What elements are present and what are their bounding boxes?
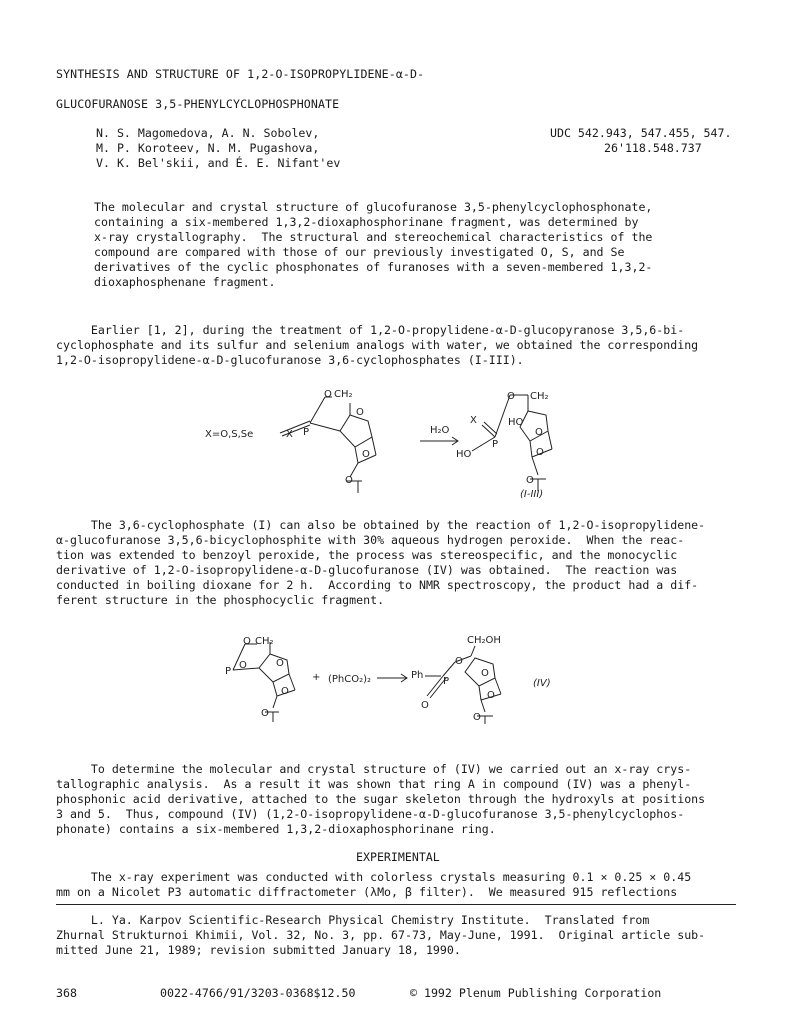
- authors-line-2: M. P. Koroteev, N. M. Pugashova,: [96, 141, 320, 155]
- footnote-line: mitted June 21, 1989; revision submitted January 18, 1990.: [56, 943, 461, 957]
- product-label-iv: (IV): [533, 678, 551, 689]
- paragraph-line: mm on a Nicolet P3 automatic diffractometer (λMo, β filter). We measured 915 reflections: [56, 885, 678, 899]
- udc-line-2: 26'118.548.737: [604, 141, 702, 155]
- abstract-line: dioxaphosphenane fragment.: [94, 275, 276, 289]
- ch2-label: CH₂: [530, 391, 549, 402]
- x-definition: X=O,S,Se: [205, 429, 254, 440]
- paragraph-line: 1,2-O-isopropylidene-α-D-glucofuranose 3,6-cyclophosphates (I-III).: [56, 353, 524, 367]
- paper-title-line-2: GLUCOFURANOSE 3,5-PHENYLCYCLOPHOSPHONATE: [56, 97, 340, 111]
- paragraph-line: phonate) contains a six-membered 1,3,2-dioxaphosphorinane ring.: [56, 822, 496, 836]
- product-label-i-iii: (I-III): [520, 489, 544, 500]
- paper-title-line-1: SYNTHESIS AND STRUCTURE OF 1,2-O-ISOPROPYLIDENE-α-D-: [56, 67, 425, 81]
- article-code: 0022-4766/91/3203-0368$12.50: [160, 986, 356, 1000]
- oxygen-label: O: [526, 475, 534, 486]
- reaction-scheme-1: [190, 385, 590, 500]
- paragraph-line: To determine the molecular and crystal structure of (IV) we carried out an x-ray crys-: [56, 762, 692, 776]
- paragraph-line: cyclophosphate and its sulfur and selenium analogs with water, we obtained the corresponding: [56, 338, 699, 352]
- reagent-benzoyl-peroxide: (PhCO₂)₂: [328, 674, 372, 685]
- copyright: © 1992 Plenum Publishing Corporation: [410, 986, 662, 1000]
- oxygen-label: O: [239, 660, 247, 671]
- phosphorus-label: P: [492, 439, 499, 450]
- paragraph-line: The 3,6-cyclophosphate (I) can also be obtained by the reaction of 1,2-O-isopropylidene-: [56, 518, 706, 532]
- oxygen-label: O: [261, 708, 269, 719]
- oxygen-label: O: [455, 656, 463, 667]
- paragraph-line: ferent structure in the phosphocyclic fragment.: [56, 593, 385, 607]
- phosphorus-label: P: [303, 427, 310, 438]
- paragraph-line: α-glucofuranose 3,5,6-bicyclophosphite with 30% aqueous hydrogen peroxide. When the reac-: [56, 533, 685, 547]
- oxygen-label: O: [276, 658, 284, 669]
- oxygen-label: O: [345, 475, 353, 486]
- hydroxyl-label: HO: [508, 417, 524, 428]
- oxygen-label: O: [473, 712, 481, 723]
- abstract-line: compound are compared with those of our previously investigated O, S, and Se: [94, 245, 625, 259]
- ch2-label: CH₂: [255, 636, 274, 647]
- x-label: X: [470, 415, 477, 426]
- footnote-line: Zhurnal Strukturnoi Khimii, Vol. 32, No. 3, pp. 67-73, May-June, 1991. Original article sub-: [56, 928, 706, 942]
- plus-sign: +: [312, 672, 321, 683]
- phenyl-label: Ph: [411, 670, 424, 681]
- paragraph-line: derivative of 1,2-O-isopropylidene-α-D-glucofuranose (IV) was obtained. The reaction was: [56, 563, 678, 577]
- paragraph-line: phosphonic acid derivative, attached to the sugar skeleton through the hydroxyls at positions: [56, 792, 706, 806]
- oxygen-label: O: [481, 668, 489, 679]
- section-heading: EXPERIMENTAL: [356, 850, 440, 864]
- abstract-line: derivatives of the cyclic phosphonates of furanoses with a seven-membered 1,3,2-: [94, 260, 653, 274]
- oxygen-label: O: [487, 690, 495, 701]
- authors-line-3: V. K. Bel'skii, and É. E. Nifant'ev: [96, 156, 341, 170]
- oxygen-label: O: [421, 700, 429, 711]
- paragraph-line: conducted in boiling dioxane for 2 h. According to NMR spectroscopy, the product had a dif-: [56, 578, 699, 592]
- ch2oh-label: CH₂OH: [467, 635, 501, 646]
- paragraph-line: tion was extended to benzoyl peroxide, the process was stereospecific, and the monocyclic: [56, 548, 678, 562]
- oxygen-label: O: [281, 686, 289, 697]
- paragraph-line: tallographic analysis. As a result it was shown that ring A in compound (IV) was a phenyl-: [56, 777, 692, 791]
- oxygen-label: O: [507, 391, 515, 402]
- page-number: 368: [56, 986, 77, 1000]
- oxygen-label: O: [243, 636, 251, 647]
- udc-line-1: UDC 542.943, 547.455, 547.: [550, 126, 732, 140]
- abstract-line: x-ray crystallography. The structural and stereochemical characteristics of the: [94, 230, 653, 244]
- oxygen-label: O: [535, 427, 543, 438]
- oxygen-label: O: [356, 407, 364, 418]
- hydroxyl-label: HO: [456, 449, 472, 460]
- oxygen-label: O: [324, 389, 332, 400]
- paragraph-line: 3 and 5. Thus, compound (IV) (1,2-O-isopropylidene-α-D-glucofuranose 3,5-phenylcyclophos-: [56, 807, 685, 821]
- oxygen-label: O: [362, 449, 370, 460]
- authors-line-1: N. S. Magomedova, A. N. Sobolev,: [96, 126, 320, 140]
- abstract-line: containing a six-membered 1,3,2-dioxaphosphorinane fragment, was determined by: [94, 215, 639, 229]
- oxygen-label: O: [536, 447, 544, 458]
- phosphorus-label: P: [225, 666, 232, 677]
- footnote-divider: [56, 904, 736, 905]
- abstract-line: The molecular and crystal structure of glucofuranose 3,5-phenylcyclophosphonate,: [94, 200, 653, 214]
- ch2-label: CH₂: [334, 389, 353, 400]
- phosphorus-label: P: [443, 676, 450, 687]
- x-label: X: [286, 429, 293, 440]
- footnote-line: L. Ya. Karpov Scientific-Research Physical Chemistry Institute. Translated from: [56, 913, 650, 927]
- reaction-scheme-2: [215, 632, 585, 724]
- paragraph-line: Earlier [1, 2], during the treatment of 1,2-O-propylidene-α-D-glucopyranose 3,5,6-bi-: [56, 323, 685, 337]
- reagent-h2o: H₂O: [430, 425, 450, 436]
- paragraph-line: The x-ray experiment was conducted with colorless crystals measuring 0.1 × 0.25 × 0.45: [56, 870, 692, 884]
